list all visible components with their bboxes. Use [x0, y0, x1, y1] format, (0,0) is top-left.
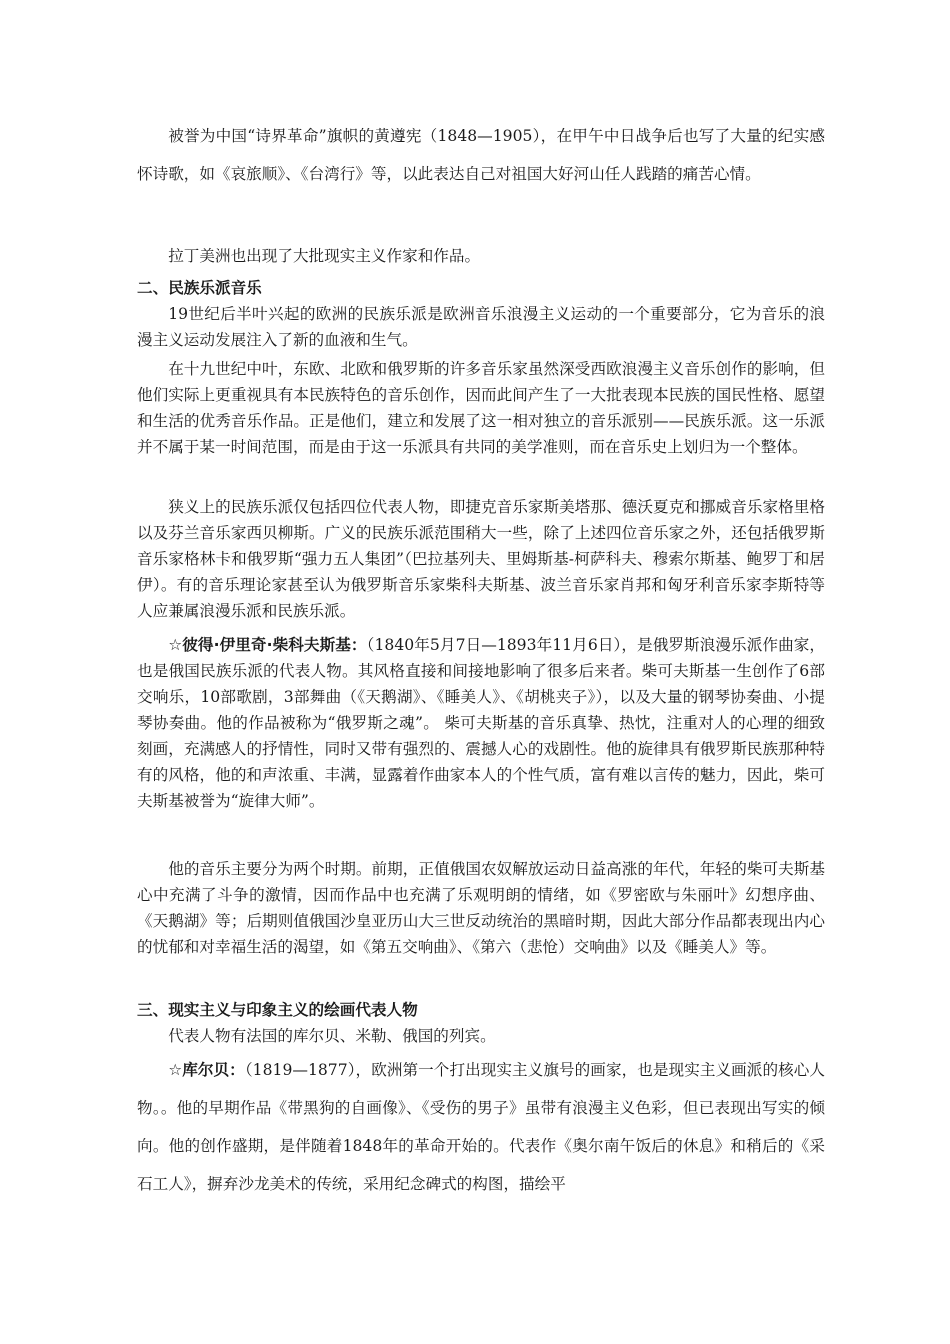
- paragraph-huang-zunxian: 被誉为中国“诗界革命”旗帜的黄遵宪（1848—1905），在甲午中日战争后也写了大量的纪实感怀诗歌，如《哀旅顺》、《台湾行》等，以此表达自己对祖国大好河山任人践踏的痛苦心情。: [137, 127, 825, 183]
- section-heading-national-school: 二、民族乐派音乐: [137, 279, 262, 297]
- paragraph-representatives: 代表人物有法国的库尔贝、米勒、俄国的列宾。: [168, 1027, 496, 1045]
- paragraph-courbet: [137, 1051, 825, 1203]
- tchaikovsky-name: ☆彼得·伊里奇·柴科夫斯基：: [168, 636, 367, 654]
- paragraph-19th-century: 19世纪后半叶兴起的欧洲的民族乐派是欧洲音乐浪漫主义运动的一个重要部分，它为音乐的浪漫主义运动发展注入了新的血液和生气。: [137, 305, 825, 349]
- tchaikovsky-text: （1840年5月7日—1893年11月6日），是俄罗斯浪漫乐派作曲家，也是俄国民族乐派的代表人物。其风格直接和间接地影响了很多后来者。柴可夫斯基一生创作了6部交响乐，10部歌剧，3部舞曲（《天鹅湖》、《睡美人》、《胡桃夹子》），以及大量的钢琴协奏曲、小提琴协奏曲。他的作品被称为“俄罗斯之魂”。 柴可夫斯基的音乐真挚、热忱，注重对人的心理的细致刻画，充满感人的抒情性，同时又带有强烈的、震撼人心的戏剧性。他的旋律具有俄罗斯民族那种特有的风格，他的和声浓重、丰满，显露着作曲家本人的个性气质，富有难以言传的魅力，因此，柴可夫斯基被誉为“旋律大师”。: [137, 636, 825, 810]
- paragraph-tchaikovsky: [137, 632, 825, 814]
- paragraph-mid-19th-century: 在十九世纪中叶，东欧、北欧和俄罗斯的许多音乐家虽然深受西欧浪漫主义音乐创作的影响，但他们实际上更重视具有本民族特色的音乐创作，因而此间产生了一大批表现本民族的国民性格、愿望和生活的优秀音乐作品。正是他们，建立和发展了这一相对独立的音乐派别——民族乐派。这一乐派并不属于某一时间范围，而是由于这一乐派具有共同的美学准则，而在音乐史上划归为一个整体。: [137, 360, 825, 456]
- courbet-name: ☆库尔贝：: [168, 1061, 245, 1079]
- courbet-text: （1819—1877），欧洲第一个打出现实主义旗号的画家，也是现实主义画派的核心人物。。他的早期作品《带黑狗的自画像》、《受伤的男子》虽带有浪漫主义色彩，但已表现出写实的倾向。他的创作盛期，是伴随着1848年的革命开始的。代表作《奥尔南午饭后的休息》和稍后的《采石工人》，摒弃沙龙美术的传统，采用纪念碑式的构图，描绘平: [137, 1061, 825, 1193]
- paragraph-two-periods: 他的音乐主要分为两个时期。前期，正值俄国农奴解放运动日益高涨的年代，年轻的柴可夫斯基心中充满了斗争的激情，因而作品中也充满了乐观明朗的情绪，如《罗密欧与朱丽叶》幻想序曲、《天鹅湖》等；后期则值俄国沙皇亚历山大三世反动统治的黑暗时期，因此大部分作品都表现出内心的忧郁和对幸福生活的渴望，如《第五交响曲》、《第六（悲怆）交响曲》以及《睡美人》等。: [137, 860, 825, 956]
- paragraph-narrow-definition: 狭义上的民族乐派仅包括四位代表人物，即捷克音乐家斯美塔那、德沃夏克和挪威音乐家格里格以及芬兰音乐家西贝柳斯。广义的民族乐派范围稍大一些，除了上述四位音乐家之外，还包括俄罗斯音乐家格林卡和俄罗斯“强力五人集团”（巴拉基列夫、里姆斯基-柯萨科夫、穆索尔斯基、鲍罗丁和居伊）。有的音乐理论家甚至认为俄罗斯音乐家柴科夫斯基、波兰音乐家肖邦和匈牙利音乐家李斯特等人应兼属浪漫乐派和民族乐派。: [137, 498, 825, 620]
- paragraph-latin-america: 拉丁美洲也出现了大批现实主义作家和作品。: [168, 247, 481, 265]
- section-heading-painting: 三、现实主义与印象主义的绘画代表人物: [137, 1001, 418, 1019]
